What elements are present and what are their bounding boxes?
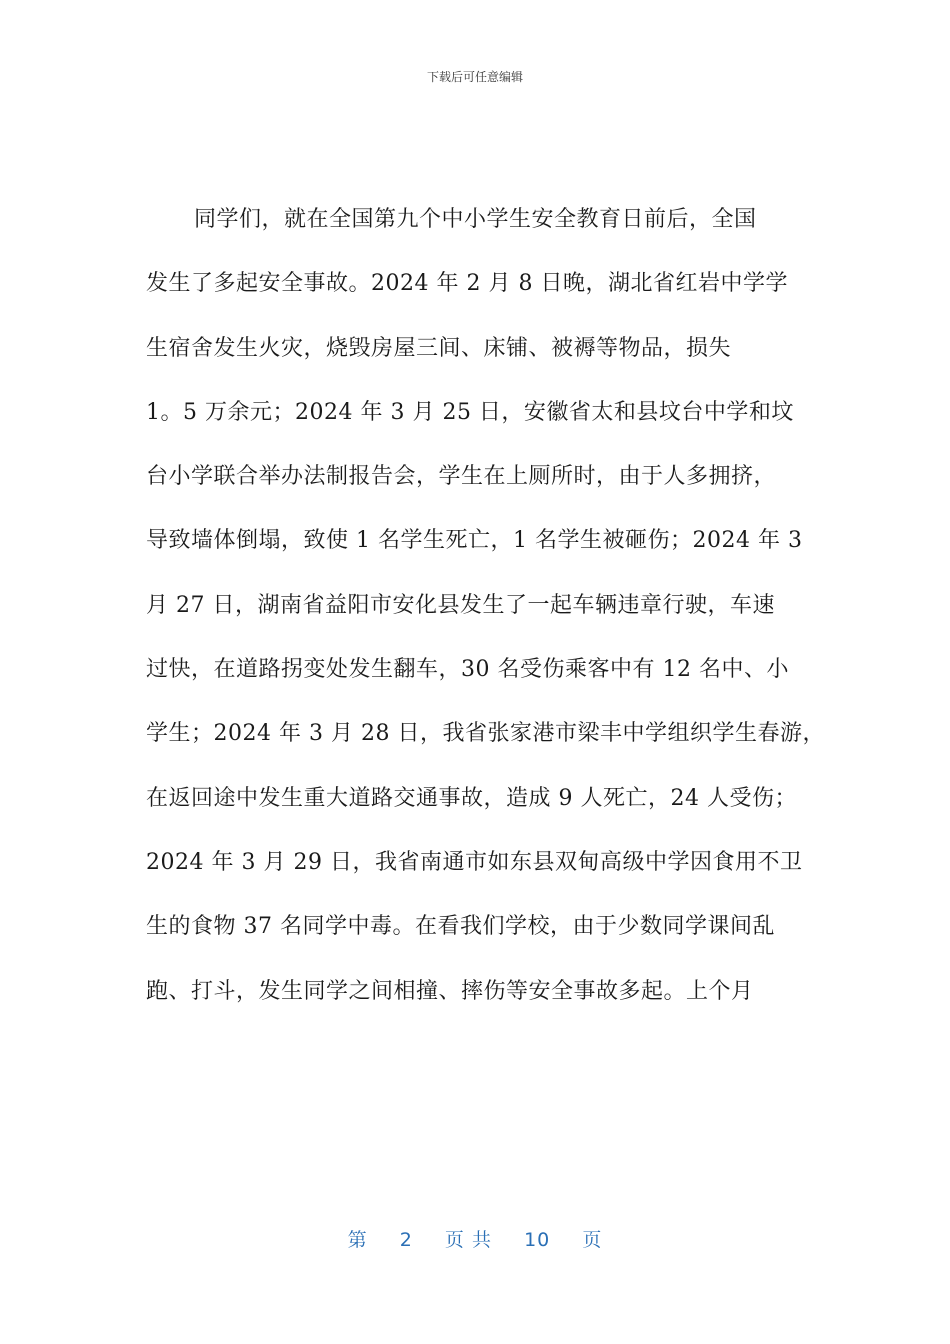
body-line: 跑、打斗，发生同学之间相撞、摔伤等安全事故多起。上个月 xyxy=(146,978,754,1004)
body-line: 1。5 万余元；2024 年 3 月 25 日，安徽省太和县坟台中学和坟 xyxy=(146,399,794,425)
header-note: 下载后可任意编辑 xyxy=(426,70,523,84)
body-line: 在返回途中发生重大道路交通事故，造成 9 人死亡，24 人受伤； xyxy=(146,785,797,811)
body-line: 发生了多起安全事故。2024 年 2 月 8 日晚，湖北省红岩中学学 xyxy=(146,271,788,297)
body-line: 生宿舍发生火灾，烧毁房屋三间、床铺、被褥等物品，损失 xyxy=(146,335,732,361)
footer-prefix: 第 xyxy=(347,1229,368,1251)
body-line: 台小学联合举办法制报告会，学生在上厕所时，由于人多拥挤， xyxy=(146,464,777,490)
footer-total-pages: 10 xyxy=(524,1229,551,1251)
body-line: 2024 年 3 月 29 日，我省南通市如东县双甸高级中学因食用不卫 xyxy=(146,849,803,875)
page-footer xyxy=(0,1225,950,1252)
body-line: 同学们，就在全国第九个中小学生安全教育日前后，全国 xyxy=(194,207,757,232)
footer-suffix: 页 xyxy=(582,1229,603,1251)
body-line: 过快，在道路拐变处发生翻车，30 名受伤乘客中有 12 名中、小 xyxy=(146,657,789,683)
footer-middle: 页 共 xyxy=(444,1229,492,1251)
body-line: 学生；2024 年 3 月 28 日，我省张家港市梁丰中学组织学生春游， xyxy=(146,721,825,747)
body-line: 生的食物 37 名同学中毒。在看我们学校，由于少数同学课间乱 xyxy=(146,914,775,940)
body-line: 导致墙体倒塌，致使 1 名学生死亡，1 名学生被砸伤；2024 年 3 xyxy=(146,528,803,554)
document-body xyxy=(146,196,826,1032)
footer-current-page: 2 xyxy=(399,1229,413,1251)
body-line: 月 27 日，湖南省益阳市安化县发生了一起车辆违章行驶，车速 xyxy=(146,592,775,618)
